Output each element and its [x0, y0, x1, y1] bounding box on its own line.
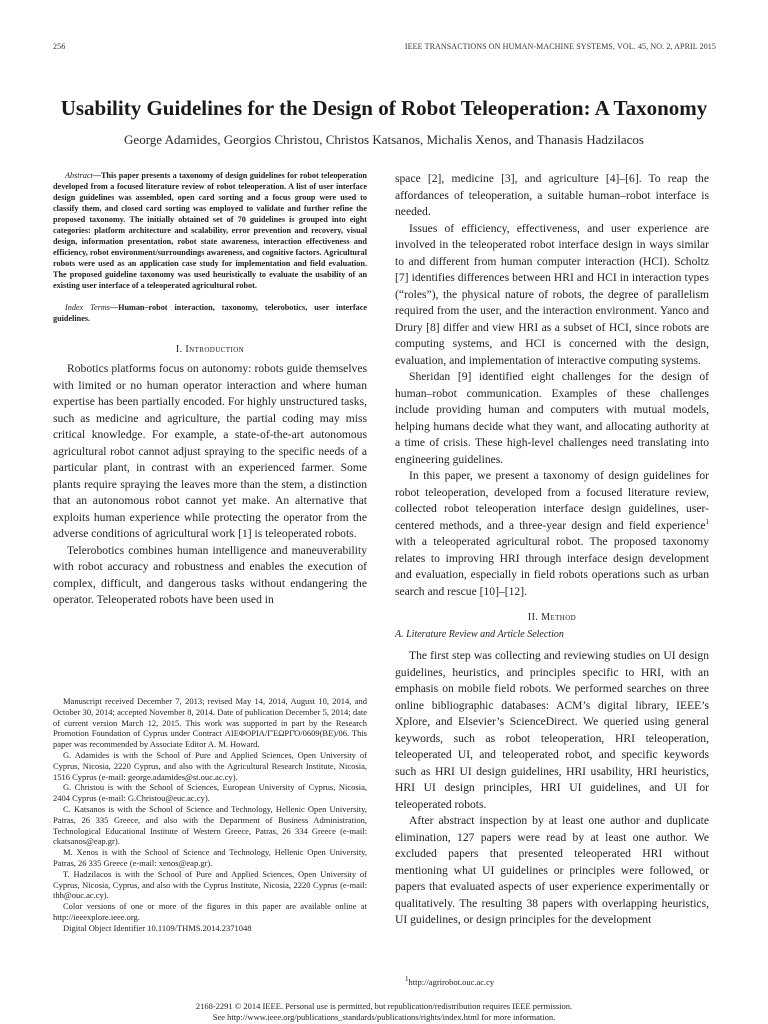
section-number: I.: [175, 344, 183, 356]
intro-paragraph-continued: space [2], medicine [3], and agriculture [4]–[6]. To reap the affordances of teleoperation, a suitable human–robot interface is needed.: [395, 172, 709, 218]
abstract: [53, 171, 367, 291]
intro-paragraph-2: Telerobotics combines human intelligence and maneuverability with robot accuracy and robustness and enables the execution of complex, difficult, and dangerous tasks without endangering the operator. Teleoperated robots have been used in: [53, 543, 367, 607]
page-number: 256: [53, 42, 66, 51]
abstract-label: Abstract: [65, 171, 93, 180]
footnote-color-versions: Color versions of one or more of the figures in this paper are available online at http://ieeexplore.ieee.org.: [53, 901, 367, 922]
footnote-doi: Digital Object Identifier 10.1109/THMS.2014.2371048: [63, 922, 252, 933]
footnote-author-hadzilacos: T. Hadzilacos is with the School of Pure and Applied Sciences, Open University of Cyprus, Nicosia, Cyprus, and also with the Cyprus Institute, Nicosia, 2220 Cyprus (e-mail: thh@ouc.ac.cy).: [53, 868, 367, 901]
intro-paragraph-1: Robotics platforms focus on autonomy: robots guide themselves with limited or no human operator interaction and where human expertise has been partially encoded. For highly unstructured tasks, such as medicine and agriculture, the partial coding may miss critical knowledge. For example, a state-of-the-art autonomous agricultural robot cannot adjust spraying to the specific needs of a particular plant, in contrast with an experienced farmer. Some plants require spraying the leaves more than the stem, a distinction that an autonomous robot cannot yet make. An alternative that exploits human experience while protecting the operator from the adverse conditions of agricultural work [1] is teleoperated robots.: [53, 362, 367, 541]
index-terms-text: —Human–robot interaction, taxonomy, telerobotics, user interface guidelines.: [53, 303, 367, 324]
method-paragraph-1: The first step was collecting and reviewing studies on UI design guidelines, heuristics, and principles specific to HRI, with an emphasis on mobile field robots. We performed searches on three online bibliographic databases: ACM’s digital library, IEEE’s Xplore, and Elsevier’s ScienceDirect. We queried using general keywords, such as robot teleoperation, HRI teleoperation, teleoperated UI, and teleoperated robot, and specific keywords such as HRI UI design guidelines, HRI usability, HRI heuristics, HRI UI design principles, HRI UI guidelines, and UI for teleoperated robots.: [395, 649, 709, 811]
paper-title: Usability Guidelines for the Design of Robot Teleoperation: A Taxonomy: [60, 96, 708, 120]
footnote-reference: 1: [705, 517, 709, 526]
index-terms-label: Index Terms: [65, 303, 110, 313]
footnote-author-katsanos: C. Katsanos is with the School of Science and Technology, Hellenic Open University, Patras, 26 335 Greece, and also with the Department of Business Administration, Technological Educational Institute of Western Greece, Patras, 26 334 Greece (e-mail: ckatsanos@eap.gr).: [53, 803, 367, 847]
subsection-heading: A. Literature Review and Article Selection: [395, 629, 564, 640]
intro-p5-text-cont: with a teleoperated agricultural robot. The proposed taxonomy relates to improving HRI through interface design development and evaluation, especially in field robots operations such as urban search and rescue [10]–[12].: [395, 535, 709, 598]
footnote-author-christou: G. Christou is with the School of Sciences, European University of Cyprus, Nicosia, 2404 Cyprus (e-mail: G.Christou@euc.ac.cy).: [53, 782, 367, 804]
footnote-marker: 1: [405, 975, 409, 984]
abstract-text: —This paper presents a taxonomy of design guidelines for robot teleoperation developed from a focused literature review of robot teleoperation. A list of user interface design guidelines was assembled, open card sorting and a focus group were used to classify them, and closed card sorting was employed to validate and further refine the proposed taxonomy. The initially obtained set of 70 guidelines is grouped into eight categories: platform architecture and scalability, error prevention and recovery, visual design, information presentation, robot state awareness, interaction effectiveness and efficiency, robot environment/surroundings awareness, and cognitive factors. Agricultural robots were used as an application case study for implementation and field evaluation. The proposed guideline taxonomy was used heuristically to evaluate the usability of an existing user interface of a teleoperated agricultural robot.: [53, 171, 367, 290]
intro-paragraph-3: Issues of efficiency, effectiveness, and user experience are involved in the teleoperated robot interface design in ways similar to and different from human computer interaction (HCI). Scholtz [7] identifies differences between HRI and HCI in interaction types (“roles”), the physical nature of robots, the degree of parallelism required from the user, and the interaction environment. Yanco and Drury [8] differ and view HRI as a subset of HCI, since robots are computing systems, and HCI is concerned with the design, evaluation, and implementation of interactive computing systems.: [395, 221, 709, 367]
intro-paragraph-4: Sheridan [9] identified eight challenges for the design of human–robot communication. Examples of these challenges include providing human and computers with mutual models, helping humans decide what they want, and allocating authority at a time of crisis. These high-level challenges need translating into engineering guidelines.: [395, 370, 709, 466]
section-number: II.: [527, 612, 539, 623]
footnote-manuscript: Manuscript received December 7, 2013; revised May 14, 2014, August 10, 2014, and October 30, 2014; accepted November 8, 2014. Date of publication December 5, 2014; date of current version March 12, 2015. This work was supported in part by the Research Promotion Foundation of Cyprus under Contract ΑΙΕΦΟΡΙΑ/ΓΈΩΡΓΌ/0609(ΒΕ)/06. This paper was recommended by Associate Editor A. M. Howard.: [53, 696, 367, 750]
copyright-line-1: 2168-2291 © 2014 IEEE. Personal use is permitted, but republication/redistribution requires IEEE permission.: [195, 1001, 573, 1011]
left-column: [53, 171, 367, 609]
intro-paragraph-5: [395, 468, 709, 600]
section-title: Introduction: [185, 344, 245, 356]
intro-p5-text: In this paper, we present a taxonomy of design guidelines for robot teleoperation, developed from a focused literature review, collected robot teleoperation interface design guidelines, user-centered methods, and a three-year design and field experience: [395, 469, 709, 532]
journal-header: IEEE TRANSACTIONS ON HUMAN-MACHINE SYSTEMS, VOL. 45, NO. 2, APRIL 2015: [404, 42, 716, 51]
section-title: Method: [541, 612, 577, 623]
footnote-author-adamides: G. Adamides is with the School of Pure and Applied Sciences, Open University of Cyprus, Nicosia, 2220 Cyprus, and also with the Agricultural Research Institute, Nicosia, 1516 Cyprus (e-mail: george.adamides@st.ouc.ac.cy).: [53, 749, 367, 782]
copyright-line-2: See http://www.ieee.org/publications_standards/publications/rights/index.html for more information.: [212, 1012, 556, 1022]
index-terms: [53, 303, 367, 325]
author-list: George Adamides, Georgios Christou, Christos Katsanos, Michalis Xenos, and Thanasis Hadzilacos: [124, 132, 644, 147]
first-page-footnotes: [53, 696, 367, 934]
footnote-author-xenos: M. Xenos is with the School of Science and Technology, Hellenic Open University, Patras, 26 335 Greece (e-mail: xenos@eap.gr).: [53, 847, 367, 868]
right-footnote: [405, 977, 494, 987]
section-heading-introduction: [53, 344, 367, 355]
section-heading-method: [395, 612, 709, 623]
footnote-url: http://agrirobot.ouc.ac.cy: [408, 977, 495, 987]
method-paragraph-2: After abstract inspection by at least one author and duplicate elimination, 127 papers were read by at least one author. We excluded papers that presented teleoperated HRI without mentioning what UI guidelines or principles were followed, or papers that evaluated aspects of user experience experimentally or qualitatively. The resulting 38 papers with overlapping heuristics, UI guidelines, or design principles for the development: [395, 814, 709, 926]
copyright-notice: [0, 1001, 768, 1023]
right-column: [395, 171, 709, 929]
